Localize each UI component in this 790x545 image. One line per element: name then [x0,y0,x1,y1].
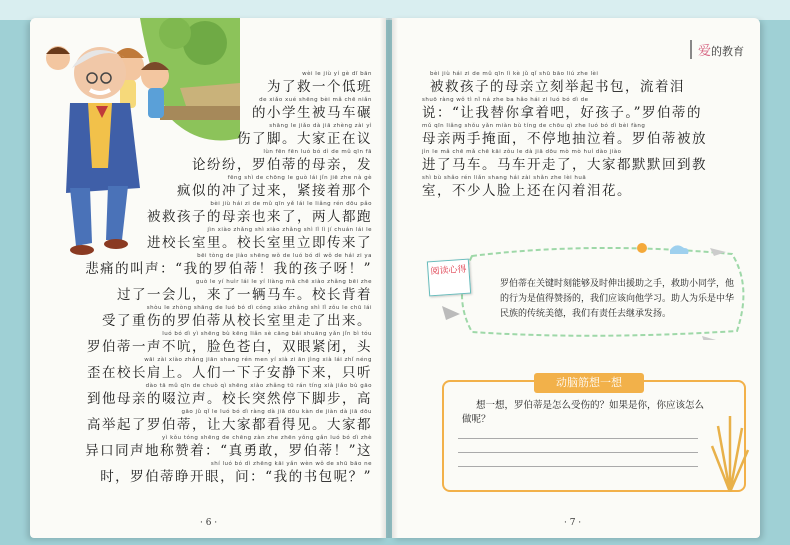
header-title: 的教育 [711,46,744,58]
hanzi: 受了重伤的罗伯蒂从校长室里走了出来。 [102,313,372,329]
pinyin: bèi jiù hái zi de mǔ qīn yě lái le liǎng rén dōu pǎo [210,201,372,207]
text-line [267,71,372,95]
text-line [430,71,685,95]
text-line [117,279,372,303]
hanzi: 被救孩子的母亲也来了，两人都跑 [147,209,372,225]
think-question: 想一想，罗伯蒂是怎么受伤的？如果是你，你应该怎么做呢？ [462,400,705,425]
hanzi: 说：“让我替你拿着吧，好孩子。”罗伯蒂的 [422,105,703,121]
answer-line [458,466,698,467]
right-page [392,18,760,538]
pinyin: guò le yí huìr lái le yí liàng mǎ chē xiào zhǎng bēi zhe [195,279,372,285]
pinyin: jìn xiào zhǎng shì xiào zhǎng shì lǐ lì jí chuán lái le [207,227,372,233]
text-line [85,253,372,277]
hanzi: 进校长室里。校长室里立即传来了 [147,235,372,251]
text-line [422,175,632,199]
hanzi: 悲痛的叫声：“我的罗伯蒂！我的孩子呀！” [85,261,372,277]
hanzi: 被救孩子的母亲立刻举起书包，流着泪 [430,79,685,95]
text-line [87,357,372,381]
hanzi: 伤了脚。大家正在议 [237,131,372,147]
pinyin: shòu le zhòng shāng de luó bó dì cóng xiào zhǎng shì lǐ zǒu le chū lái [146,305,372,311]
running-header [690,40,744,59]
pinyin: mǔ qīn liǎng shǒu yǎn miàn bù tíng de chōu qì zhe luó bó dì bèi fàng [422,123,646,129]
hanzi: 高举起了罗伯蒂，让大家都看得见。大家都 [87,417,372,433]
text-line [177,175,372,199]
text-line [192,149,372,173]
hanzi: 时，罗伯蒂睁开眼，问：“我的书包呢？” [100,469,372,485]
hanzi: 歪在校长肩上。人们一下子安静下来，只听 [87,365,372,381]
pinyin: dào tā mǔ qīn de chuò qì shēng xiào zhǎng tū rán tíng xià jiǎo bù gāo [145,383,372,389]
pinyin: wāi zài xiào zhǎng jiān shang rén men yí xià zi ān jìng xià lái zhǐ néng [144,357,372,363]
grass-decoration-icon [710,416,750,492]
hanzi: 母亲两手掩面，不停地抽泣着。罗伯蒂被放 [422,131,707,147]
hanzi: 过了一会儿，来了一辆马车。校长背着 [117,287,372,303]
text-line [85,435,372,459]
pinyin: de xiǎo xué shēng bèi mǎ chē niǎn [259,97,372,103]
pinyin: yì kǒu tóng shēng de chēng zàn zhe zhēn yǒng gǎn luó bó dì zhè [162,435,372,441]
page-number-left: · 6 · [200,518,218,528]
pinyin: wèi le jiù yí gè dī bān [302,71,372,77]
pinyin: bèi jiù hái zi de mǔ qīn lì kè jǔ qǐ shū bāo liú zhe lèi [430,71,599,77]
text-line [422,123,707,147]
text-line [87,409,372,433]
hanzi: 为了救一个低班 [267,79,372,95]
hanzi: 室，不少人脸上还在闪着泪花。 [422,183,632,199]
hanzi: 进了马车。马车开走了，大家都默默回到教 [422,157,707,173]
text-line [252,97,372,121]
pinyin: lùn fēn fēn luó bó dì de mǔ qīn fā [263,149,372,155]
answer-line [458,452,698,453]
pinyin: shāng le jiǎo dà jiā zhèng zài yì [269,123,372,129]
pinyin: luó bó dì yì shēng bù kēng liǎn sè cāng bái shuāng yǎn jǐn bì tóu [162,331,372,337]
text-line [87,383,372,407]
text-line [422,97,702,121]
pinyin: shuō ràng wǒ tì nǐ ná zhe ba hǎo hái zi luó bó dì de [422,97,589,103]
hanzi: 到他母亲的啜泣声。校长突然停下脚步，高 [87,391,372,407]
reading-note-text: 罗伯蒂在关键时刻能够及时伸出援助之手，救助小同学，他的行为是值得赞扬的，我们应该向他学习。助人为乐是中华民族的传统美德，我们有责任去继承发扬。 [500,278,735,318]
reading-note-badge: 阅读心得 [427,259,471,297]
text-line [147,227,372,251]
hanzi: 罗伯蒂一声不吭，脸色苍白，双眼紧闭，头 [87,339,372,355]
answer-line [458,438,698,439]
pinyin: jìn le mǎ chē mǎ chē kāi zǒu le dà jiā dōu mò mò huí dào jiào [422,149,622,155]
text-line [102,305,372,329]
text-line [422,149,707,173]
think-title: 动脑筋想一想 [534,373,644,393]
page-number-right: · 7 · [564,518,582,528]
hanzi: 论纷纷，罗伯蒂的母亲，发 [192,157,372,173]
pinyin: bēi tòng de jiào shēng wǒ de luó bó dì wǒ de hái zi ya [197,253,372,259]
hanzi: 的小学生被马车碾 [252,105,372,121]
text-line [147,201,372,225]
text-line [100,461,372,485]
pinyin: gāo jǔ qǐ le luó bó dì ràng dà jiā dōu kàn de jiàn dà jiā dōu [181,409,372,415]
book-spine [380,18,398,538]
header-accent: 爱 [697,43,711,58]
hanzi: 疯似的冲了过来，紧接着那个 [177,183,372,199]
pinyin: fēng shì de chōng le guò lái jǐn jiē zhe nà gè [227,175,372,181]
hanzi: 异口同声地称赞着：“真勇敢，罗伯蒂！”这 [85,443,372,459]
text-line [237,123,372,147]
pinyin: shì bù shǎo rén liǎn shang hái zài shǎn zhe lèi huā [422,175,587,181]
think-question-box [442,380,746,492]
text-line [87,331,372,355]
left-page [30,18,386,538]
pinyin: shí luó bó dì zhēng kāi yǎn wèn wǒ de shū bāo ne [210,461,372,467]
